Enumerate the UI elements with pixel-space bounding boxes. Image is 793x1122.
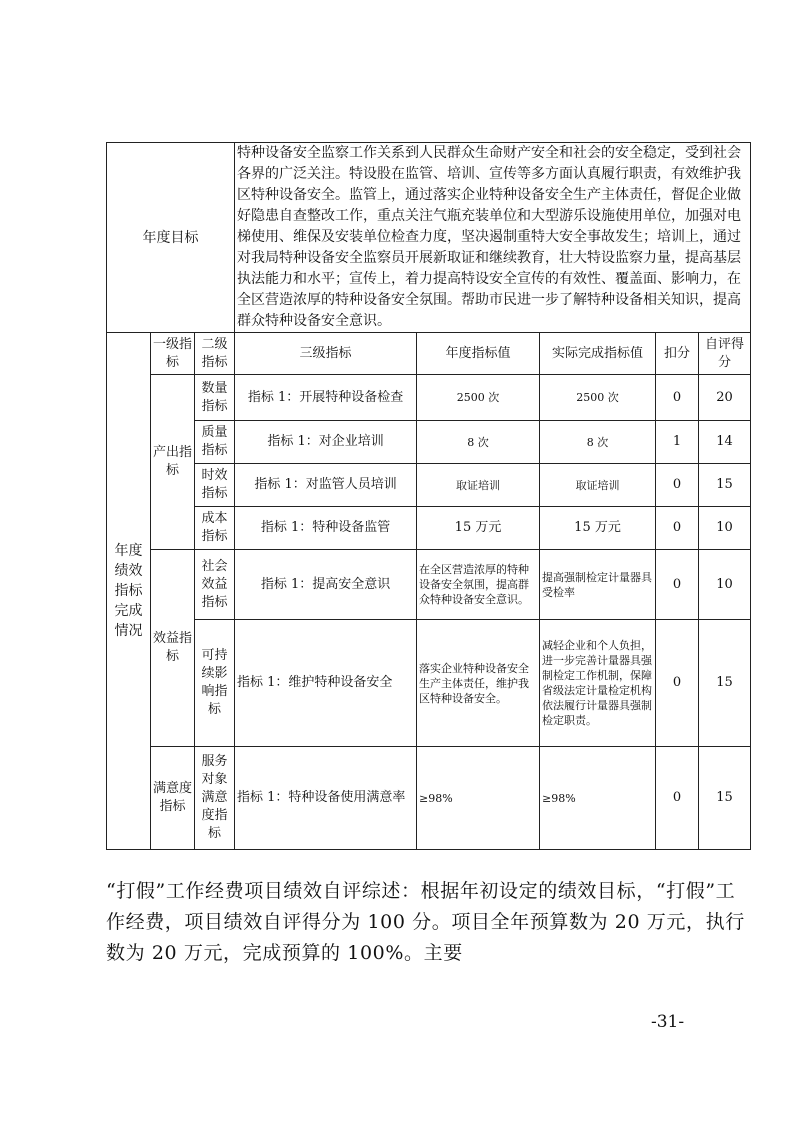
goal-row — [107, 143, 751, 333]
actual-cell: 减轻企业和个人负担，进一步完善计量器具强制检定工作机制，保障省级法定计量检定机构依法履行计量器具强制检定职责。 — [540, 620, 656, 747]
section-label: 年度绩效指标完成情况 — [107, 333, 151, 850]
score-cell: 10 — [699, 507, 751, 550]
actual-cell: 取证培训 — [540, 464, 656, 507]
level2-cell: 时效指标 — [195, 464, 235, 507]
level3-cell: 指标 1：特种设备监管 — [235, 507, 417, 550]
header-level2: 二级指标 — [195, 333, 235, 375]
deduction-cell: 1 — [656, 421, 699, 464]
level3-cell: 指标 1：开展特种设备检查 — [235, 375, 417, 421]
level3-cell: 指标 1：特种设备使用满意率 — [235, 747, 417, 850]
deduction-cell: 0 — [656, 464, 699, 507]
group-output: 产出指标 — [151, 375, 195, 550]
header-actual: 实际完成指标值 — [540, 333, 656, 375]
level2-cell: 质量指标 — [195, 421, 235, 464]
target-cell: 在全区营造浓厚的特种设备安全氛围，提高群众特种设备安全意识。 — [417, 550, 540, 620]
target-cell: 落实企业特种设备安全生产主体责任，维护我区特种设备安全。 — [417, 620, 540, 747]
header-annual-target: 年度指标值 — [417, 333, 540, 375]
score-cell: 15 — [699, 747, 751, 850]
level2-cell: 成本指标 — [195, 507, 235, 550]
table-row — [107, 464, 751, 507]
level3-cell: 指标 1：对企业培训 — [235, 421, 417, 464]
actual-cell: 8 次 — [540, 421, 656, 464]
page-number: -31- — [651, 1012, 685, 1032]
performance-table — [106, 142, 751, 850]
header-level1: 一级指标 — [151, 333, 195, 375]
goal-label: 年度目标 — [107, 143, 235, 333]
header-self-score: 自评得分 — [699, 333, 751, 375]
score-cell: 15 — [699, 620, 751, 747]
actual-cell: 15 万元 — [540, 507, 656, 550]
level2-cell: 服务对象满意度指标 — [195, 747, 235, 850]
goal-text: 特种设备安全监察工作关系到人民群众生命财产安全和社会的安全稳定，受到社会各界的广泛关注。特设股在监管、培训、宣传等多方面认真履行职责，有效维护我区特种设备安全。监管上，通过落实企业特种设备安全生产主体责任，督促企业做好隐患自查整改工作，重点关注气瓶充装单位和大型游乐设施使用单位，加强对电梯使用、维保及安装单位检查力度，坚决遏制重特大安全事故发生；培训上，通过对我局特种设备安全监察员开展新取证和继续教育，壮大特设监察力量，提高基层执法能力和水平；宣传上，着力提高特设安全宣传的有效性、覆盖面、影响力，在全区营造浓厚的特种设备安全氛围。帮助市民进一步了解特种设备相关知识，提高群众特种设备安全意识。 — [235, 143, 751, 333]
level3-cell: 指标 1：对监管人员培训 — [235, 464, 417, 507]
level3-cell: 指标 1：维护特种设备安全 — [235, 620, 417, 747]
deduction-cell: 0 — [656, 747, 699, 850]
deduction-cell: 0 — [656, 507, 699, 550]
header-row — [107, 333, 751, 375]
target-cell: 15 万元 — [417, 507, 540, 550]
deduction-cell: 0 — [656, 620, 699, 747]
score-cell: 15 — [699, 464, 751, 507]
table-row — [107, 421, 751, 464]
target-cell: 2500 次 — [417, 375, 540, 421]
header-deduction: 扣分 — [656, 333, 699, 375]
target-cell: ≥98% — [417, 747, 540, 850]
actual-cell: 2500 次 — [540, 375, 656, 421]
actual-cell: 提高强制检定计量器具受检率 — [540, 550, 656, 620]
table-row — [107, 375, 751, 421]
table-row — [107, 620, 751, 747]
level2-cell: 社会效益指标 — [195, 550, 235, 620]
summary-paragraph: “打假”工作经费项目绩效自评综述：根据年初设定的绩效目标，“打假”工作经费，项目绩效自评得分为 100 分。项目全年预算数为 20 万元，执行数为 20 万元，完成预算的 100%。主要 — [106, 880, 745, 964]
header-level3: 三级指标 — [235, 333, 417, 375]
group-effect: 效益指标 — [151, 550, 195, 747]
target-cell: 取证培训 — [417, 464, 540, 507]
deduction-cell: 0 — [656, 550, 699, 620]
table-row — [107, 747, 751, 850]
score-cell: 20 — [699, 375, 751, 421]
table-row — [107, 507, 751, 550]
level2-cell: 可持续影响指标 — [195, 620, 235, 747]
actual-cell: ≥98% — [540, 747, 656, 850]
deduction-cell: 0 — [656, 375, 699, 421]
level3-cell: 指标 1：提高安全意识 — [235, 550, 417, 620]
group-satisfaction: 满意度指标 — [151, 747, 195, 850]
target-cell: 8 次 — [417, 421, 540, 464]
level2-cell: 数量指标 — [195, 375, 235, 421]
score-cell: 10 — [699, 550, 751, 620]
score-cell: 14 — [699, 421, 751, 464]
table-row — [107, 550, 751, 620]
